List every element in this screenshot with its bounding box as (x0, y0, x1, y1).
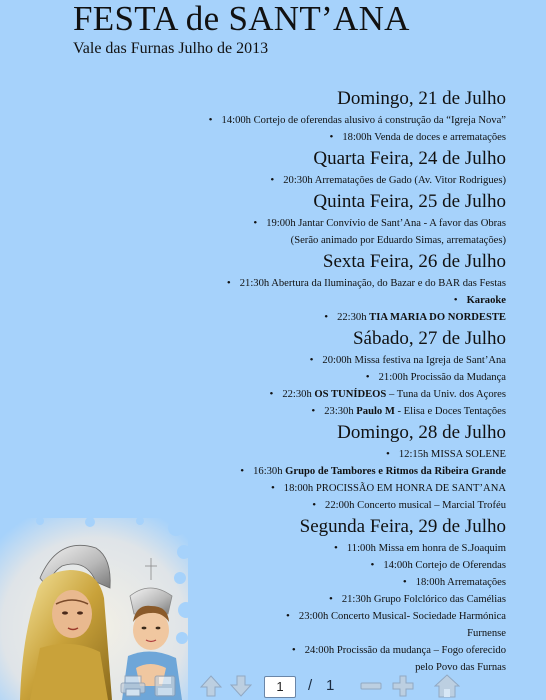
save-icon[interactable] (154, 675, 176, 697)
event-item (26, 129, 506, 146)
zoom-out-icon[interactable] (360, 677, 382, 695)
event-item (26, 215, 506, 232)
event-item (26, 112, 506, 129)
day-heading: Quarta Feira, 24 de Julho (313, 148, 506, 169)
event-text: 14:00h Cortejo de Oferendas (383, 560, 506, 571)
pdf-viewer-toolbar (120, 672, 470, 700)
event-text: – Tuna da Univ. dos Açores (386, 389, 506, 400)
event-text: 23:30h (324, 406, 357, 417)
event-text: 18:00h Arrematações (415, 577, 506, 588)
event-text: OS TUNÍDEOS (314, 389, 387, 400)
event-text: 21:00h Procissão da Mudança (378, 372, 506, 383)
page-title: FESTA de SANT’ANA (73, 0, 410, 38)
event-text: 19:00h Jantar Convívio de Sant’Ana - A favor das Obras (266, 218, 506, 229)
event-text: Karaoke (466, 295, 506, 306)
up-arrow-icon[interactable] (200, 674, 222, 698)
event-item (26, 497, 506, 514)
event-item (26, 275, 506, 292)
event-text: 20:30h Arrematações de Gado (Av. Vitor Rodrigues) (283, 175, 506, 186)
event-item (26, 352, 506, 369)
page-separator: / (308, 677, 313, 694)
event-item (26, 463, 506, 480)
event-text: 23:00h Concerto Musical- Sociedade Harmónica (298, 611, 506, 622)
event-text: Paulo M (356, 406, 395, 417)
event-item (26, 480, 506, 497)
print-icon[interactable] (120, 675, 146, 697)
event-item (26, 403, 506, 420)
event-text: 21:30h Grupo Folclórico das Camélias (341, 594, 506, 605)
event-text: Furnense (467, 628, 506, 639)
event-text: TIA MARIA DO NORDESTE (369, 312, 506, 323)
event-item (26, 172, 506, 189)
event-text: 16:30h (253, 466, 286, 477)
event-text: Grupo de Tambores e Ritmos da Ribeira Grande (285, 466, 506, 477)
event-item (26, 386, 506, 403)
event-continuation (26, 232, 506, 249)
page-subtitle: Vale das Furnas Julho de 2013 (73, 40, 269, 57)
event-item (26, 446, 506, 463)
day-heading: Quinta Feira, 25 de Julho (313, 191, 506, 212)
day-heading: Domingo, 28 de Julho (337, 422, 506, 443)
event-text: 21:30h Abertura da Iluminação, do Bazar e do BAR das Festas (239, 278, 506, 289)
day-heading: Sábado, 27 de Julho (352, 328, 506, 349)
event-text: - Elisa e Doces Tentações (394, 406, 506, 417)
event-text: pelo Povo das Furnas (415, 662, 506, 673)
day-heading: Domingo, 21 de Julho (337, 88, 506, 109)
event-item (26, 369, 506, 386)
event-text: 20:00h Missa festiva na Igreja de Sant’Ana (322, 355, 506, 366)
event-text: 18:00h PROCISSÃO EM HONRA DE SANT’ANA (283, 483, 506, 494)
event-text: 12:15h MISSA SOLENE (398, 449, 506, 460)
home-icon[interactable] (434, 674, 460, 698)
event-text: 22:30h (337, 312, 370, 323)
event-text: 11:00h Missa em honra de S.Joaquim (346, 543, 506, 554)
zoom-in-icon[interactable] (392, 675, 414, 697)
event-item (26, 309, 506, 326)
event-text: 22:00h Concerto musical – Marcial Troféu (325, 500, 506, 511)
event-text: 14:00h Cortejo de oferendas alusivo á construção da “Igreja Nova” (221, 115, 506, 126)
event-text: 18:00h Venda de doces e arrematações (342, 132, 506, 143)
day-heading: Segunda Feira, 29 de Julho (299, 516, 506, 537)
event-text: (Serão animado por Eduardo Simas, arrematações) (290, 235, 506, 246)
event-text: 24:00h Procissão da mudança – Fogo oferecido (304, 645, 506, 656)
down-arrow-icon[interactable] (230, 674, 252, 698)
event-item (26, 292, 506, 309)
day-heading: Sexta Feira, 26 de Julho (322, 251, 506, 272)
event-text: 22:30h (282, 389, 315, 400)
page-number-input[interactable]: 1 (264, 676, 296, 698)
page-total: 1 (326, 677, 335, 694)
